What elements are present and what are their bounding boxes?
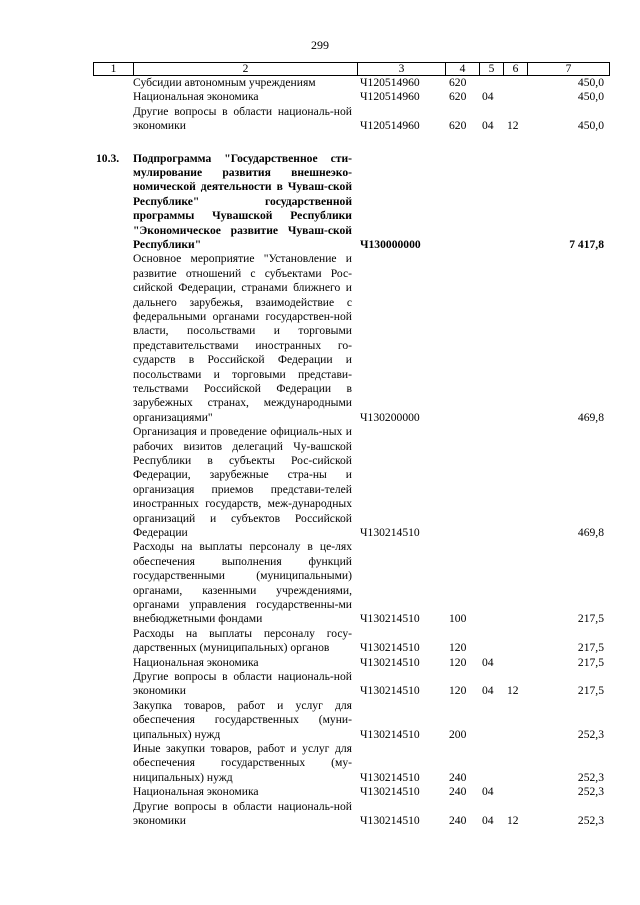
row-description: Закупка товаров, работ и услуг для обеспечения государственных (муни-ципальных) нужд <box>133 698 352 741</box>
target-article-code: Ч130214510 <box>360 684 420 698</box>
target-article-code: Ч120514960 <box>360 76 420 89</box>
target-article-code: Ч130214510 <box>360 612 420 626</box>
table-row <box>0 76 640 90</box>
target-article-code: Ч130214510 <box>360 813 420 827</box>
column-header-7: 7 <box>528 63 610 76</box>
section-code: 04 <box>482 785 494 799</box>
table-row <box>0 627 640 656</box>
row-description: Другие вопросы в области националь-ной экономики <box>133 799 352 827</box>
expense-type-code: 620 <box>449 90 467 104</box>
row-description: Подпрограмма "Государственное сти-мулирование развития внешнеэко-номической деятельности в Чуваш-ской Республике" государственной программы Чувашской Республики "Экономическое развитие Чуваш-ской Республики" <box>133 151 352 252</box>
section-code: 04 <box>482 684 494 698</box>
amount-value: 450,0 <box>577 90 604 104</box>
target-article-code: Ч130214510 <box>360 727 420 741</box>
subsection-code: 12 <box>507 813 519 827</box>
row-description: Национальная экономика <box>133 785 259 799</box>
subsection-code: 12 <box>507 684 519 698</box>
table-row <box>0 699 640 742</box>
column-header-5: 5 <box>480 63 504 76</box>
amount-value: 217,5 <box>577 684 604 698</box>
row-number: 10.3. <box>96 151 120 165</box>
amount-value: 450,0 <box>577 119 604 133</box>
target-article-code: Ч120514960 <box>360 90 420 104</box>
expense-type-code: 620 <box>449 119 467 133</box>
expense-type-code: 200 <box>449 727 467 741</box>
target-article-code: Ч130000000 <box>360 237 421 251</box>
section-code: 04 <box>482 813 494 827</box>
row-description: Организация и проведение официаль-ных и рабочих визитов делегаций Чу-вашской Республики в субъекты Рос-сийской Федерации, зарубежные стра-ны и организация приемов представи-телей иностранных государств, меж-дународных организаций и субъектов Российской Федерации <box>133 425 352 540</box>
expense-type-code: 120 <box>449 655 467 669</box>
amount-value: 450,0 <box>577 76 604 89</box>
row-description: Другие вопросы в области националь-ной экономики <box>133 669 352 698</box>
row-description: Национальная экономика <box>133 90 259 104</box>
expense-type-code: 100 <box>449 612 467 626</box>
amount-value: 217,5 <box>577 612 604 626</box>
table-row <box>0 656 640 670</box>
column-header-4: 4 <box>446 63 480 76</box>
expense-type-code: 240 <box>449 813 467 827</box>
column-header-1: 1 <box>94 63 134 76</box>
table-row <box>0 540 640 626</box>
table-row <box>0 742 640 785</box>
target-article-code: Ч130214510 <box>360 641 420 655</box>
row-description: Основное мероприятие "Установление и развитие отношений с субъектами Рос-сийской Федерации, странами ближнего и дальнего зарубежья, взаимодействие с федеральными органами государствен-ной власти, посольствами и торговыми представительствами иностранных го-сударств в Российской Федерации и посольствами и торговыми представи-тельствами Российской Федерации в зарубежных странах, международными организациями" <box>133 252 352 424</box>
target-article-code: Ч130214510 <box>360 655 420 669</box>
amount-value: 469,8 <box>577 525 604 539</box>
table-row <box>0 252 640 425</box>
column-header-2: 2 <box>134 63 358 76</box>
expense-type-code: 120 <box>449 641 467 655</box>
row-description: Субсидии автономным учреждениям <box>133 76 316 89</box>
page-number: 299 <box>311 38 329 52</box>
amount-value: 217,5 <box>577 641 604 655</box>
row-description: Иные закупки товаров, работ и услуг для обеспечения государственных (му-ниципальных) нужд <box>133 741 352 784</box>
amount-value: 252,3 <box>577 727 604 741</box>
row-description: Национальная экономика <box>133 655 259 669</box>
target-article-code: Ч120514960 <box>360 119 420 133</box>
amount-value: 252,3 <box>577 813 604 827</box>
target-article-code: Ч130214510 <box>360 525 420 539</box>
expense-type-code: 620 <box>449 76 467 89</box>
table-row <box>0 800 640 829</box>
budget-table-body <box>0 76 640 828</box>
expense-type-code: 240 <box>449 785 467 799</box>
section-code: 04 <box>482 119 494 133</box>
subsection-code: 12 <box>507 119 519 133</box>
expense-type-code: 120 <box>449 684 467 698</box>
amount-value: 252,3 <box>577 785 604 799</box>
target-article-code: Ч130214510 <box>360 785 420 799</box>
amount-value: 7 417,8 <box>569 237 604 251</box>
table-row <box>0 105 640 134</box>
table-row <box>0 425 640 540</box>
table-row <box>0 152 640 253</box>
amount-value: 217,5 <box>577 655 604 669</box>
amount-value: 252,3 <box>577 770 604 784</box>
row-description: Расходы на выплаты персоналу в це-лях обеспечения выполнения функций государственными (муниципальными) органами, казенными учреждениями, органами управления государственны-ми внебюджетными фондами <box>133 540 352 626</box>
target-article-code: Ч130200000 <box>360 410 420 424</box>
column-header-row <box>93 62 610 76</box>
section-code: 04 <box>482 655 494 669</box>
row-description: Другие вопросы в области националь-ной экономики <box>133 104 352 133</box>
table-row <box>0 670 640 699</box>
expense-type-code: 240 <box>449 770 467 784</box>
table-row <box>0 90 640 104</box>
target-article-code: Ч130214510 <box>360 770 420 784</box>
row-description: Расходы на выплаты персоналу госу-дарственных (муниципальных) органов <box>133 626 352 655</box>
column-header-3: 3 <box>358 63 446 76</box>
column-header-6: 6 <box>504 63 528 76</box>
table-row <box>0 785 640 799</box>
section-code: 04 <box>482 90 494 104</box>
amount-value: 469,8 <box>577 410 604 424</box>
